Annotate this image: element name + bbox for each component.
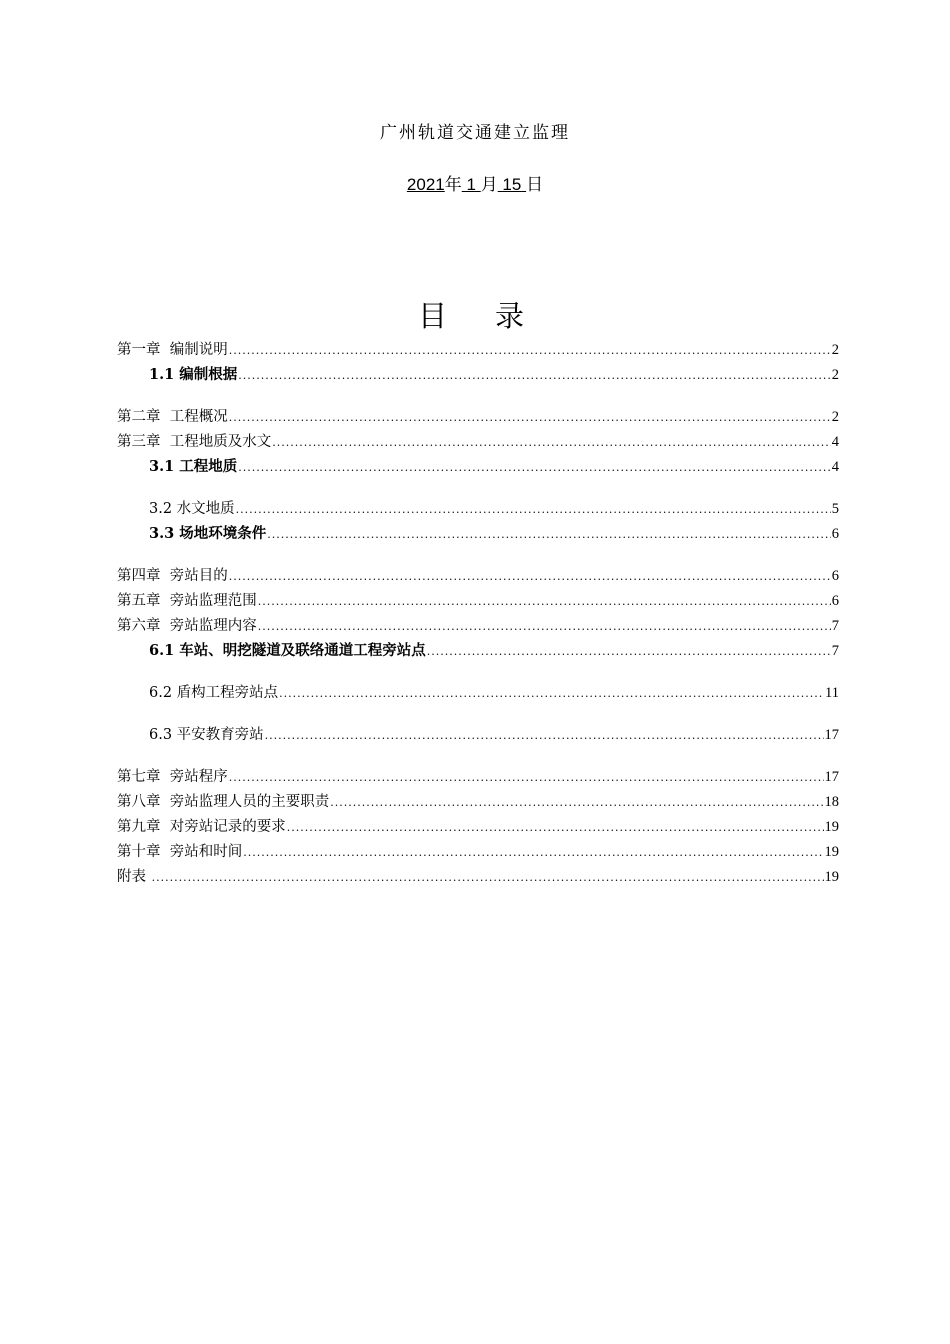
- toc-entry-3-1[interactable]: [117, 457, 839, 482]
- date-day: 15: [502, 175, 522, 194]
- toc-entry-page: 17: [824, 769, 839, 785]
- dot-leader: [152, 868, 824, 888]
- toc-entry-label: 第四章 旁站目的: [117, 568, 228, 584]
- dot-leader: [272, 433, 831, 453]
- toc-entry-ch9[interactable]: [117, 817, 839, 842]
- toc-entry-label: 第二章 工程概况: [117, 409, 228, 425]
- toc-entry-label: 第五章 旁站监理范围: [117, 593, 257, 609]
- toc-entry-appendix[interactable]: [117, 867, 839, 892]
- toc-entry-label: 3.1 工程地质: [149, 458, 238, 475]
- toc-entry-label: 第八章 旁站监理人员的主要职责: [117, 794, 330, 810]
- toc-entry-label: 第七章 旁站程序: [117, 769, 228, 785]
- toc-entry-page: 19: [824, 844, 839, 860]
- toc-entry-ch7[interactable]: [117, 767, 839, 792]
- date-day-unit: 日: [526, 175, 544, 195]
- toc-entry-6-2[interactable]: [117, 683, 839, 708]
- toc-entry-page: 2: [831, 367, 839, 383]
- toc-entry-label: 3.3 场地环境条件: [149, 525, 267, 542]
- toc-entry-label: 第十章 旁站和时间: [117, 844, 243, 860]
- date-month-unit: 月: [480, 175, 498, 195]
- dot-leader: [243, 843, 823, 863]
- dot-leader: [236, 500, 831, 520]
- toc-entry-label: 6.3 平安教育旁站: [149, 727, 264, 743]
- date-month: 1: [466, 175, 476, 194]
- toc-entry-page: 19: [824, 819, 839, 835]
- dot-leader: [258, 592, 831, 612]
- dot-leader: [258, 617, 831, 637]
- dot-leader: [229, 408, 831, 428]
- toc-entry-page: 2: [831, 342, 839, 358]
- dot-leader: [279, 684, 824, 704]
- toc-entry-label: 第三章 工程地质及水文: [117, 434, 272, 450]
- toc-title: 目录: [417, 299, 572, 333]
- toc-entry-ch2[interactable]: [117, 407, 839, 432]
- toc-entry-page: 6: [831, 568, 839, 584]
- toc-entry-page: 2: [831, 409, 839, 425]
- toc-entry-1-1[interactable]: [117, 365, 839, 390]
- dot-leader: [229, 768, 824, 788]
- toc-entry-ch1[interactable]: [117, 340, 839, 365]
- toc-entry-page: 6: [831, 593, 839, 609]
- toc-entry-label: 附表: [117, 869, 151, 885]
- dot-leader: [330, 793, 823, 813]
- toc-entry-3-2[interactable]: [117, 499, 839, 524]
- toc-entry-label: 第六章 旁站监理内容: [117, 618, 257, 634]
- organization-name: 广州轨道交通建立监理: [380, 123, 570, 143]
- toc-entry-6-3[interactable]: [117, 725, 839, 750]
- toc-entry-page: 7: [831, 618, 839, 634]
- toc-entry-page: 11: [825, 685, 839, 701]
- date-year: 2021: [406, 175, 445, 194]
- toc-entry-label: 1.1 编制根据: [149, 366, 238, 383]
- toc-entry-page: 5: [831, 501, 839, 517]
- table-of-contents: [117, 340, 839, 892]
- toc-entry-label: 6.2 盾构工程旁站点: [149, 685, 279, 701]
- toc-entry-label: 6.1 车站、明挖隧道及联络通道工程旁站点: [149, 642, 426, 659]
- toc-entry-page: 4: [831, 459, 839, 475]
- toc-entry-ch4[interactable]: [117, 566, 839, 591]
- toc-entry-ch8[interactable]: [117, 792, 839, 817]
- toc-entry-ch3[interactable]: [117, 432, 839, 457]
- toc-entry-ch6[interactable]: [117, 616, 839, 641]
- document-date: [0, 170, 950, 195]
- dot-leader: [238, 366, 830, 386]
- dot-leader: [265, 726, 824, 746]
- toc-entry-page: 19: [824, 869, 839, 885]
- toc-entry-page: 6: [831, 526, 839, 542]
- dot-leader: [229, 341, 831, 361]
- dot-leader: [238, 458, 830, 478]
- toc-entry-page: 7: [831, 643, 839, 659]
- dot-leader: [229, 567, 831, 587]
- toc-entry-page: 4: [831, 434, 839, 450]
- toc-entry-ch10[interactable]: [117, 842, 839, 867]
- toc-entry-label: 第一章 编制说明: [117, 342, 228, 358]
- toc-entry-label: 第九章 对旁站记录的要求: [117, 819, 286, 835]
- dot-leader: [427, 642, 831, 662]
- date-year-unit: 年: [444, 175, 462, 195]
- toc-entry-label: 3.2 水文地质: [149, 501, 235, 517]
- toc-entry-6-1[interactable]: [117, 641, 839, 666]
- toc-entry-page: 17: [824, 727, 839, 743]
- dot-leader: [287, 818, 824, 838]
- toc-entry-page: 18: [824, 794, 839, 810]
- toc-entry-ch5[interactable]: [117, 591, 839, 616]
- dot-leader: [267, 525, 830, 545]
- toc-entry-3-3[interactable]: [117, 524, 839, 549]
